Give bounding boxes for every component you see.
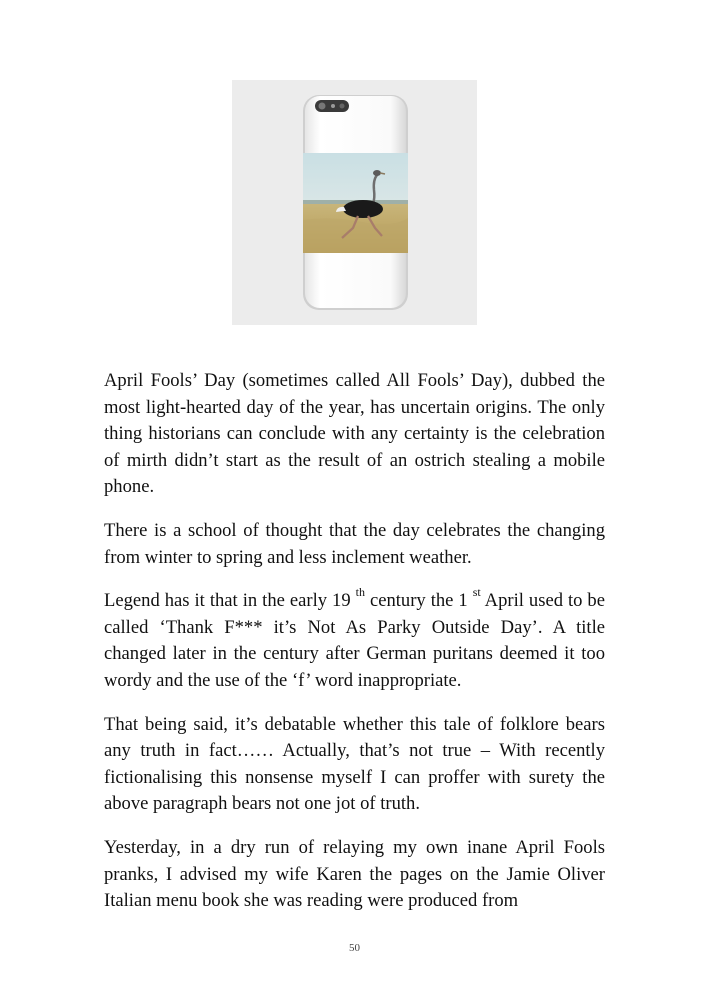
phone-case-image <box>232 80 477 325</box>
body-text <box>104 368 605 932</box>
paragraph <box>104 585 605 694</box>
paragraph-text: April used to be called ‘Thank F*** it’s Not As Parky Outside Day’. A title changed later in the century after German puritans deemed it too wordy and the use of the ‘f’ word inappropriate. <box>104 590 605 691</box>
paragraph: There is a school of thought that the day celebrates the changing from winter to spring and less inclement weather. <box>104 519 605 568</box>
superscript-ordinal: st <box>472 585 481 600</box>
paragraph: April Fools’ Day (sometimes called All Fools’ Day), dubbed the most light-hearted day of the year, has uncertain origins. The only thing historians can conclude with any certainty is the celebration of mirth didn’t start as the result of an ostrich stealing a mobile phone. <box>104 370 605 498</box>
paragraph: Yesterday, in a dry run of relaying my own inane April Fools pranks, I advised my wife Karen the pages on the Jamie Oliver Italian menu book she was reading were produced from <box>104 836 605 912</box>
paragraph-text: century the 1 <box>364 590 473 612</box>
paragraph-text: Legend has it that in the early 19 <box>104 590 356 612</box>
ostrich-phone-case-illustration <box>232 80 477 325</box>
superscript-ordinal: th <box>355 585 365 600</box>
paragraph: That being said, it’s debatable whether this tale of folklore bears any truth in fact…… Actually, that’s not true – With recently fictionalising this nonsense myself I can proffer with surety the above paragraph bears not one jot of truth. <box>104 713 605 815</box>
page-number: 50 <box>349 942 360 954</box>
